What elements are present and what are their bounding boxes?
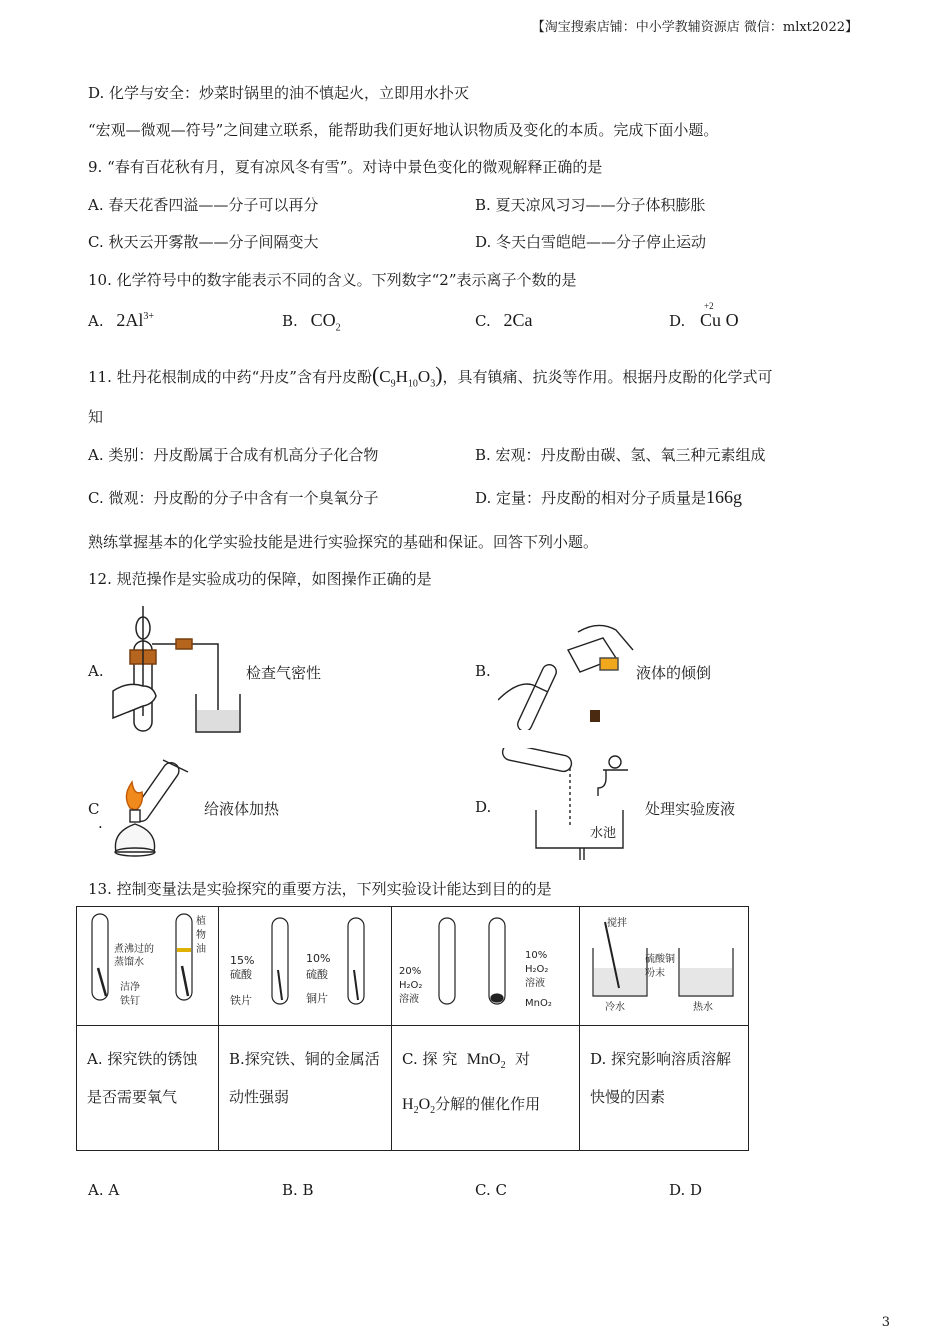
fig-d-label-1: 搅拌 [607,918,627,929]
q11-option-b: B. 宏观：丹皮酚由碳、氢、氧三种元素组成 [475,446,766,464]
fig-d-label-5: 热水 [693,1002,713,1013]
q10-option-a: A. $2Al^{3+}$ [88,310,155,330]
q9-stem: 9. “春有百花秋有月，夏有凉风冬有雪”。对诗中景色变化的微观解释正确的是 [88,158,603,176]
iron-rust-figure [78,908,217,1020]
fig-a-label-4: 铁钉 [120,996,140,1007]
q11-option-d: D. 定量：丹皮酚的相对分子质量是166g [475,487,743,507]
q13-answer-d: D. D [669,1181,703,1199]
fig-c-label-1: 20% [399,966,422,977]
fig-d-label-4: 冷水 [605,1002,625,1013]
fig-a-label-2: 蒸馏水 [114,957,144,968]
q9-option-c: C. 秋天云开雾散——分子间隔变大 [88,233,319,251]
fig-b-label-4: 10% [306,952,331,965]
fig-a-label-6: 物 [196,930,206,941]
figure-cell-a [77,907,219,1026]
q12-stem: 12. 规范操作是实验成功的保障，如图操作正确的是 [88,570,432,588]
fig-a-label-5: 植 [196,916,206,927]
option-cell-b: B.探究铁、铜的金属活动性强弱 [219,1026,392,1151]
figure-cell-b [219,907,392,1026]
page-number: 3 [881,1315,890,1330]
fig-d-label-2: 硫酸铜 [645,954,675,965]
catalyst-figure [393,908,578,1020]
q13-answer-b: B. B [282,1181,314,1199]
fig-c-label-4: 10% [525,950,548,961]
q13-experiment-table [76,906,749,1151]
section-intro-1: “宏观—微观—符号”之间建立联系，能帮助我们更好地认识物质及变化的本质。完成下面小题。 [88,121,719,139]
q10-stem: 10. 化学符号中的数字能表示不同的含义。下列数字“2”表示离子个数的是 [88,271,577,289]
option-cell-d: D. 探究影响溶质溶解快慢的因素 [580,1026,749,1151]
q11-option-a: A. 类别：丹皮酚属于合成有机高分子化合物 [88,446,379,464]
fig-c-label-6: 溶液 [525,978,545,989]
q12-caption-a: 检查气密性 [246,664,322,682]
q8-option-d: D. 化学与安全：炒菜时锅里的油不慎起火，立即用水扑灭 [88,84,470,102]
fig-d-label-3: 粉末 [645,968,665,979]
fig-b-label-2: 硫酸 [230,968,252,981]
q9-option-d: D. 冬天白雪皑皑——分子停止运动 [475,233,707,251]
sink-label: 水池 [590,826,617,841]
q13-answer-c: C. C [475,1181,507,1199]
liquid-heating-figure [108,752,208,860]
fig-a-label-3: 洁净 [120,982,140,993]
header-note: 【淘宝搜索店铺：中小学教辅资源店 微信：mlxt2022】 [531,20,858,35]
q9-option-b: B. 夏天凉风习习——分子体积膨胀 [475,196,706,214]
q10-option-c: C. 2Ca [475,310,533,330]
q12-label-d: D. [475,798,492,816]
q9-option-a: A. 春天花香四溢——分子可以再分 [88,196,319,214]
q12-label-a: A. [88,662,104,680]
waste-disposal-figure [498,748,638,863]
q11-stem-cont: 知 [88,408,104,426]
fig-b-label-3: 铁片 [230,994,252,1007]
fig-b-label-6: 铜片 [306,992,328,1005]
section-intro-2: 熟练掌握基本的化学实验技能是进行实验探究的基础和保证。回答下列小题。 [88,533,599,551]
metal-activity-figure [220,908,390,1020]
q12-label-b: B. [475,662,491,680]
q10-option-b: B. $CO_2$ [282,310,341,334]
fig-c-label-3: 溶液 [399,994,419,1005]
fig-b-label-1: 15% [230,954,255,967]
formula-co2: $CO_2$ [310,310,341,334]
q13-answer-a: A. A [88,1181,120,1199]
option-cell-a: A. 探究铁的锈蚀是否需要氧气 [77,1026,219,1151]
fig-c-label-5: H₂O₂ [525,964,549,975]
q10-option-d: D. +2 Cu O [669,301,739,330]
airtightness-check-figure [108,606,248,736]
figure-cell-d [580,907,749,1026]
q11-stem: 11. 牡丹花根制成的中药“丹皮”含有丹皮酚$(C_9H_{10}O_3)$，具有镇痛、抗炎等作用。根据丹皮酚的化学式可 [88,362,773,390]
q11-option-c: C. 微观：丹皮酚的分子中含有一个臭氧分子 [88,489,379,507]
q12-label-c-dot: . [98,814,103,832]
q12-caption-d: 处理实验废液 [645,800,736,818]
fig-a-label-1: 煮沸过的 [114,944,154,955]
formula-2ca: 2Ca [503,310,533,330]
fig-a-label-7: 油 [196,944,206,955]
formula-cuo: +2 Cu O [700,301,739,330]
fig-c-label-7: MnO₂ [525,998,552,1009]
fig-c-label-2: H₂O₂ [399,980,423,991]
q12-caption-c: 给液体加热 [204,800,280,818]
liquid-pouring-figure [498,620,638,730]
dissolution-figure [581,908,747,1020]
q12-caption-b: 液体的倾倒 [636,664,712,682]
figure-cell-c [392,907,580,1026]
q12-label-c: C [88,800,100,818]
fig-b-label-5: 硫酸 [306,968,328,981]
option-cell-c: C. 探 究 MnO$_2$ 对 $H_2O_2$分解的催化作用 [392,1026,580,1151]
q13-stem: 13. 控制变量法是实验探究的重要方法，下列实验设计能达到目的的是 [88,880,552,898]
formula-2al3: $2Al^{3+}$ [116,310,155,330]
